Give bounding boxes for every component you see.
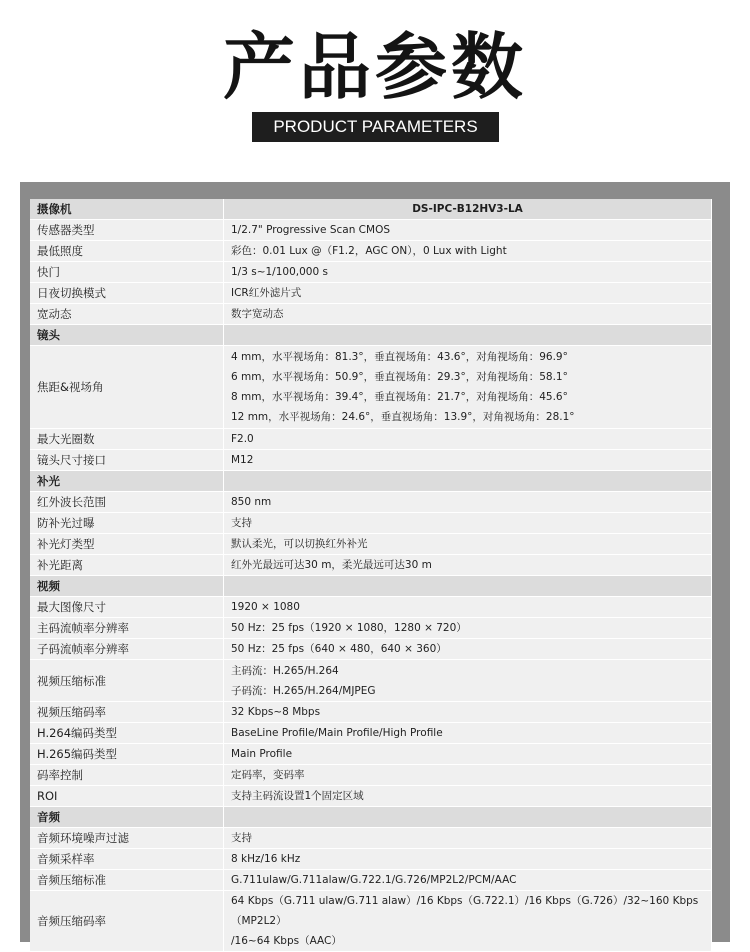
param-name: 焦距&视场角 bbox=[30, 346, 224, 429]
param-value: 彩色：0.01 Lux @（F1.2，AGC ON），0 Lux with Light bbox=[224, 241, 712, 262]
table-row bbox=[30, 639, 712, 660]
param-name: 补光灯类型 bbox=[30, 534, 224, 555]
param-name: 镜头尺寸接口 bbox=[30, 450, 224, 471]
table-row bbox=[30, 220, 712, 241]
page-title: 产品参数 bbox=[222, 25, 527, 109]
table-row-audio-rate bbox=[30, 891, 712, 952]
focal-line-6mm: 6 mm，水平视场角：50.9°，垂直视场角：29.3°，对角视场角：58.1° bbox=[231, 371, 568, 383]
section-label-camera: 摄像机 bbox=[30, 199, 224, 220]
param-name: 宽动态 bbox=[30, 304, 224, 325]
table-row-focal bbox=[30, 346, 712, 429]
focal-line-4mm: 4 mm，水平视场角：81.3°，垂直视场角：43.6°，对角视场角：96.9° bbox=[231, 351, 568, 363]
compress-sub-stream: 子码流：H.265/H.264/MJPEG bbox=[231, 684, 376, 697]
param-name: 音频环境噪声过滤 bbox=[30, 828, 224, 849]
table-row bbox=[30, 828, 712, 849]
table-row bbox=[30, 849, 712, 870]
table-row bbox=[30, 241, 712, 262]
section-spacer bbox=[224, 325, 712, 346]
param-name: ROI bbox=[30, 786, 224, 807]
param-value: 50 Hz：25 fps（640 × 480，640 × 360） bbox=[224, 639, 712, 660]
section-label-light: 补光 bbox=[30, 471, 224, 492]
param-name: 音频压缩标准 bbox=[30, 870, 224, 891]
table-row-compress bbox=[30, 660, 712, 702]
param-name: 最低照度 bbox=[30, 241, 224, 262]
audio-rate-line-2: /16~64 Kbps（AAC） bbox=[231, 935, 342, 947]
table-row bbox=[30, 534, 712, 555]
param-value: 支持 bbox=[224, 828, 712, 849]
table-row bbox=[30, 555, 712, 576]
table-row bbox=[30, 870, 712, 891]
param-name: 红外波长范围 bbox=[30, 492, 224, 513]
param-value: M12 bbox=[224, 450, 712, 471]
param-value: 850 nm bbox=[224, 492, 712, 513]
param-name: 音频采样率 bbox=[30, 849, 224, 870]
param-name: 最大光圈数 bbox=[30, 429, 224, 450]
table-row bbox=[30, 744, 712, 765]
param-value: 1920 × 1080 bbox=[224, 597, 712, 618]
section-label-video: 视频 bbox=[30, 576, 224, 597]
table-row bbox=[30, 450, 712, 471]
section-row-lens bbox=[30, 325, 712, 346]
section-spacer bbox=[224, 576, 712, 597]
param-name: H.264编码类型 bbox=[30, 723, 224, 744]
page-subtitle-banner: PRODUCT PARAMETERS bbox=[252, 112, 499, 142]
param-value: Main Profile bbox=[224, 744, 712, 765]
param-name: 主码流帧率分辨率 bbox=[30, 618, 224, 639]
table-row bbox=[30, 429, 712, 450]
section-label-lens: 镜头 bbox=[30, 325, 224, 346]
table-row bbox=[30, 765, 712, 786]
spec-table bbox=[30, 199, 712, 952]
param-value: 定码率，变码率 bbox=[224, 765, 712, 786]
param-value: 默认柔光，可以切换红外补光 bbox=[224, 534, 712, 555]
param-name: H.265编码类型 bbox=[30, 744, 224, 765]
param-name: 视频压缩码率 bbox=[30, 702, 224, 723]
param-value: G.711ulaw/G.711alaw/G.722.1/G.726/MP2L2/PCM/AAC bbox=[224, 870, 712, 891]
table-row bbox=[30, 723, 712, 744]
table-row bbox=[30, 262, 712, 283]
param-value-multiline bbox=[224, 660, 712, 702]
table-row bbox=[30, 618, 712, 639]
audio-rate-line-1: 64 Kbps（G.711 ulaw/G.711 alaw）/16 Kbps（G.722.1）/16 Kbps（G.726）/32~160 Kbps（MP2L2） bbox=[231, 895, 699, 927]
model-number: DS-IPC-B12HV3-LA bbox=[224, 199, 712, 220]
section-spacer bbox=[224, 471, 712, 492]
param-name: 传感器类型 bbox=[30, 220, 224, 241]
focal-line-8mm: 8 mm，水平视场角：39.4°，垂直视场角：21.7°，对角视场角：45.6° bbox=[231, 391, 568, 403]
param-name: 防补光过曝 bbox=[30, 513, 224, 534]
param-value: ICR红外滤片式 bbox=[224, 283, 712, 304]
param-value-multiline bbox=[224, 346, 712, 429]
param-value: 支持 bbox=[224, 513, 712, 534]
param-value: 数字宽动态 bbox=[224, 304, 712, 325]
param-value: 50 Hz：25 fps（1920 × 1080，1280 × 720） bbox=[224, 618, 712, 639]
param-name: 子码流帧率分辨率 bbox=[30, 639, 224, 660]
param-name: 快门 bbox=[30, 262, 224, 283]
param-name: 日夜切换模式 bbox=[30, 283, 224, 304]
param-value-multiline bbox=[224, 891, 712, 952]
section-row-light bbox=[30, 471, 712, 492]
compress-main-stream: 主码流：H.265/H.264 bbox=[231, 664, 339, 677]
param-name: 码率控制 bbox=[30, 765, 224, 786]
table-row bbox=[30, 786, 712, 807]
table-row bbox=[30, 304, 712, 325]
param-value: F2.0 bbox=[224, 429, 712, 450]
param-name: 补光距离 bbox=[30, 555, 224, 576]
section-row-video bbox=[30, 576, 712, 597]
section-row-audio bbox=[30, 807, 712, 828]
page-header bbox=[0, 0, 750, 182]
param-value: 1/2.7" Progressive Scan CMOS bbox=[224, 220, 712, 241]
section-label-audio: 音频 bbox=[30, 807, 224, 828]
param-value: 1/3 s~1/100,000 s bbox=[224, 262, 712, 283]
table-row bbox=[30, 492, 712, 513]
param-value: 8 kHz/16 kHz bbox=[224, 849, 712, 870]
param-value: 红外光最远可达30 m，柔光最远可达30 m bbox=[224, 555, 712, 576]
table-row bbox=[30, 597, 712, 618]
param-value: 32 Kbps~8 Mbps bbox=[224, 702, 712, 723]
section-row-camera bbox=[30, 199, 712, 220]
param-name: 音频压缩码率 bbox=[30, 891, 224, 952]
focal-line-12mm: 12 mm，水平视场角：24.6°，垂直视场角：13.9°，对角视场角：28.1° bbox=[231, 411, 575, 423]
table-row bbox=[30, 513, 712, 534]
param-value: BaseLine Profile/Main Profile/High Profile bbox=[224, 723, 712, 744]
table-row bbox=[30, 702, 712, 723]
param-name: 最大图像尺寸 bbox=[30, 597, 224, 618]
param-name: 视频压缩标准 bbox=[30, 660, 224, 702]
table-row bbox=[30, 283, 712, 304]
param-value: 支持主码流设置1个固定区域 bbox=[224, 786, 712, 807]
section-spacer bbox=[224, 807, 712, 828]
